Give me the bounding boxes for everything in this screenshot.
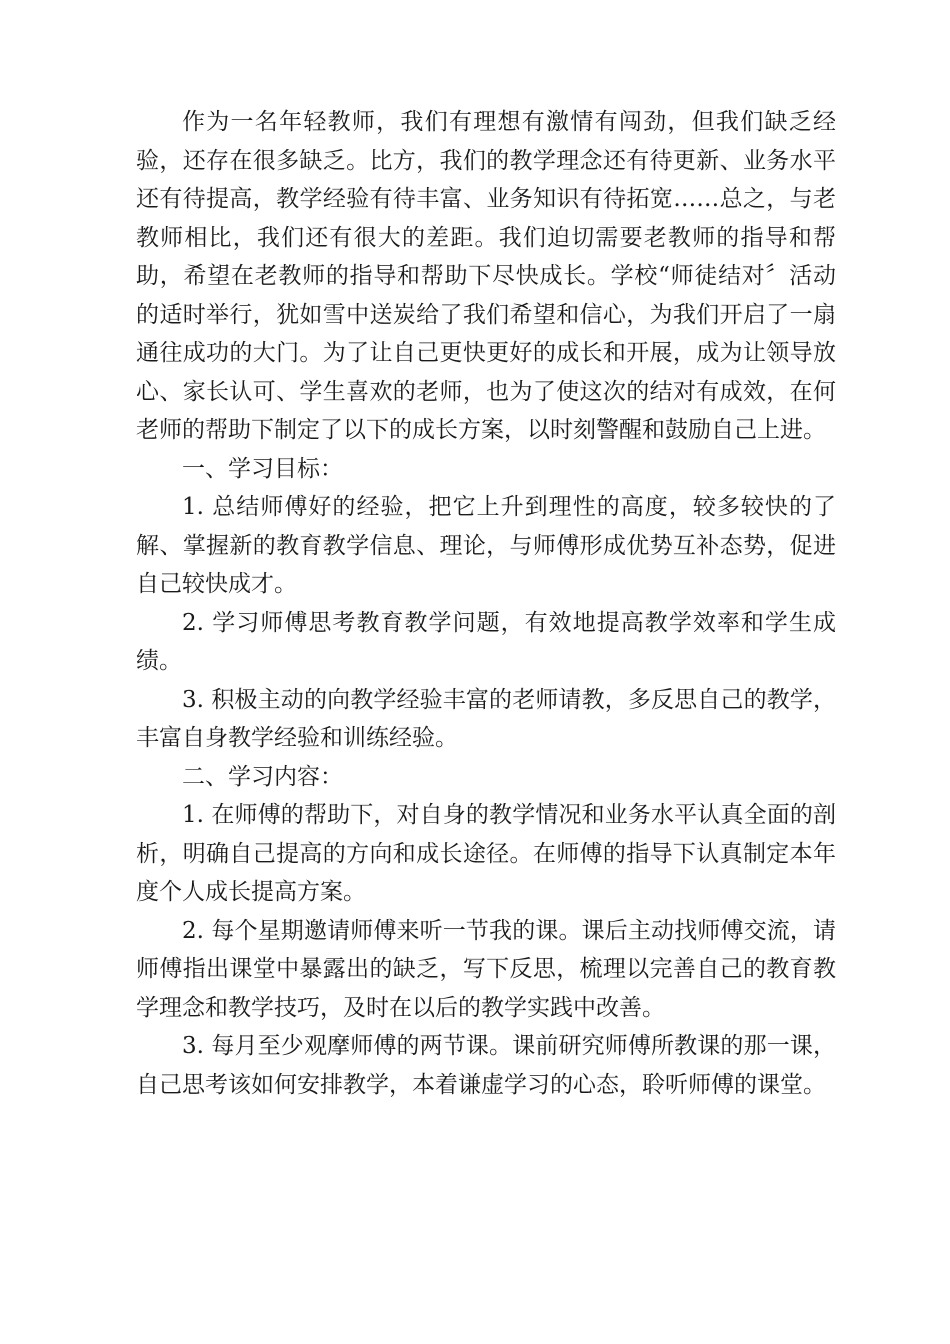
- section-heading-learning-goals: 一、学习目标：: [182, 455, 343, 482]
- document-body: [136, 103, 836, 1104]
- content-item-3: 3. 每月至少观摩师傅的两节课。课前研究师傅所教课的那一课，自己思考该如何安排教学，本着谦虚学习的心态，聆听师傅的课堂。: [136, 1033, 836, 1098]
- section-heading-learning-content: 二、学习内容：: [182, 763, 343, 790]
- intro-paragraph: 作为一名年轻教师，我们有理想有激情有闯劲，但我们缺乏经验，还存在很多缺乏。比方，我们的教学理念还有待更新、业务水平还有待提高，教学经验有待丰富、业务知识有待拓宽……总之，与老教师相比，我们还有很大的差距。我们迫切需要老教师的指导和帮助，希望在老教师的指导和帮助下尽快成长。学校“师徒结对〞活动的适时举行，犹如雪中送炭给了我们希望和信心，为我们开启了一扇通往成功的大门。为了让自己更快更好的成长和开展，成为让领导放心、家长认可、学生喜欢的老师，也为了使这次的结对有成效，在何老师的帮助下制定了以下的成长方案，以时刻警醒和鼓励自己上进。: [136, 109, 836, 443]
- content-item-1: 1. 在师傅的帮助下，对自身的教学情况和业务水平认真全面的剖析，明确自己提高的方向和成长途径。在师傅的指导下认真制定本年度个人成长提高方案。: [136, 802, 836, 905]
- goal-item-3: 3. 积极主动的向教学经验丰富的老师请教，多反思自己的教学，丰富自身教学经验和训练经验。: [136, 686, 836, 751]
- goal-item-1: 1. 总结师傅好的经验，把它上升到理性的高度，较多较快的了解、掌握新的教育教学信息、理论，与师傅形成优势互补态势，促进自己较快成才。: [136, 494, 836, 597]
- content-item-2: 2. 每个星期邀请师傅来听一节我的课。课后主动找师傅交流，请师傅指出课堂中暴露出的缺乏，写下反思，梳理以完善自己的教育教学理念和教学技巧，及时在以后的教学实践中改善。: [136, 917, 836, 1021]
- goal-item-2: 2. 学习师傅思考教育教学问题，有效地提高教学效率和学生成绩。: [136, 609, 836, 674]
